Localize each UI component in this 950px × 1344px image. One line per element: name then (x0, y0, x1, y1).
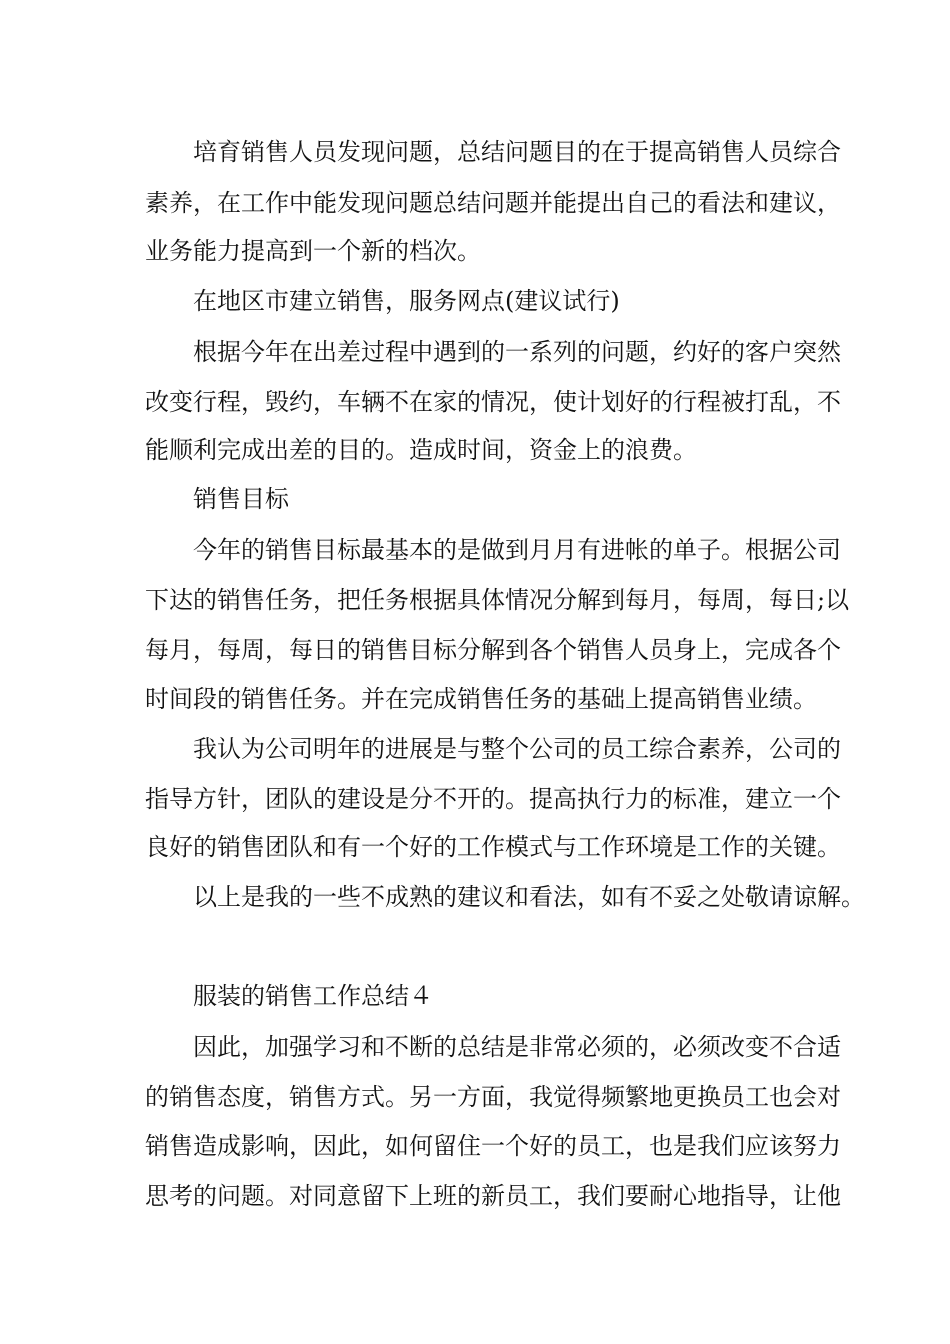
paragraph-4-line-2: 指导方针，团队的建设是分不开的。提高执行力的标准，建立一个 (145, 785, 841, 813)
paragraph-1-line-2: 素养，在工作中能发现问题总结问题并能提出自己的看法和建议， (145, 189, 841, 217)
paragraph-2-line-1: 根据今年在出差过程中遇到的一系列的问题，约好的客户突然 (145, 338, 841, 366)
paragraph-6-line-1: 因此，加强学习和不断的总结是非常必须的，必须改变不合适 (145, 1033, 841, 1061)
section-heading: 服装的销售工作总结４ (145, 982, 433, 1010)
paragraph-1-line-1: 培育销售人员发现问题，总结问题目的在于提高销售人员综合 (145, 138, 841, 166)
paragraph-1-line-3: 业务能力提高到一个新的档次。 (145, 237, 481, 265)
paragraph-3-line-1: 今年的销售目标最基本的是做到月月有进帐的单子。根据公司 (145, 536, 841, 564)
paragraph-4-line-3: 良好的销售团队和有一个好的工作模式与工作环境是工作的关键。 (145, 833, 841, 861)
paragraph-3-line-2: 下达的销售任务，把任务根据具体情况分解到每月，每周，每日;以 (145, 586, 850, 614)
paragraph-4-line-1: 我认为公司明年的进展是与整个公司的员工综合素养，公司的 (145, 735, 841, 763)
subheading-sales-outlets: 在地区市建立销售，服务网点(建议试行) (145, 287, 620, 315)
paragraph-2-line-2: 改变行程，毁约，车辆不在家的情况，使计划好的行程被打乱，不 (145, 388, 841, 416)
paragraph-3-line-3: 每月，每周，每日的销售目标分解到各个销售人员身上，完成各个 (145, 636, 841, 664)
subheading-sales-target: 销售目标 (145, 485, 289, 513)
paragraph-3-line-4: 时间段的销售任务。并在完成销售任务的基础上提高销售业绩。 (145, 685, 817, 713)
paragraph-6-line-2: 的销售态度，销售方式。另一方面，我觉得频繁地更换员工也会对 (145, 1083, 841, 1111)
paragraph-2-line-3: 能顺利完成出差的目的。造成时间，资金上的浪费。 (145, 436, 697, 464)
paragraph-6-line-4: 思考的问题。对同意留下上班的新员工，我们要耐心地指导，让他 (145, 1182, 841, 1210)
paragraph-6-line-3: 销售造成影响，因此，如何留住一个好的员工，也是我们应该努力 (145, 1132, 841, 1160)
paragraph-5-line-1: 以上是我的一些不成熟的建议和看法，如有不妥之处敬请谅解。 (145, 883, 865, 911)
